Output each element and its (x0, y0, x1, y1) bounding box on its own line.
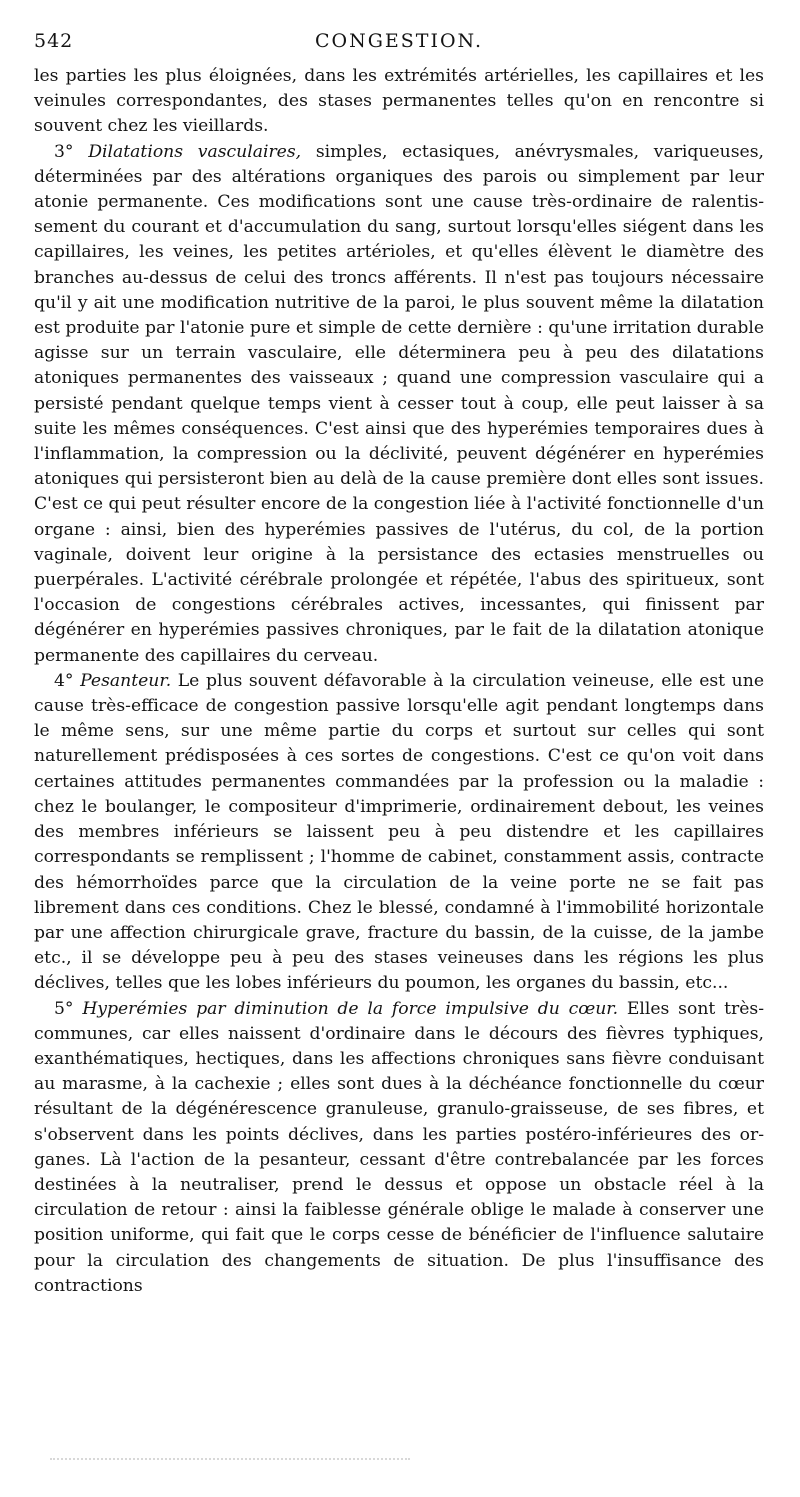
page-number: 542 (34, 30, 74, 52)
section-heading: Dilatations vasculaires, (88, 141, 302, 162)
bleed-through-marks (50, 1458, 410, 1464)
body-text (34, 64, 764, 1299)
section-number: 3° (54, 141, 74, 162)
paragraph-pesanteur (34, 669, 764, 997)
section-heading: Hyperémies par diminution de la force impulsive du cœur. (82, 998, 619, 1019)
paragraph-text: les parties les plus éloignées, dans les extrémités artérielles, les capillaires et les veinules correspondantes, des stases permanentes telles qu'on en rencontre si souvent chez les vieillards. (34, 66, 764, 137)
paragraph-text: Le plus souvent défavorable à la circulation veineuse, elle est une cause très-efficace de congestion passive lorsqu'elle agit pendant longtemps dans le même sens, sur une même partie du corps et surtout sur celles qui sont naturellement prédisposées à ces sortes de congestions. C'est ce qu'on voit dans certaines attitudes permanentes commandées par la profession ou la maladie : chez le boulanger, le compositeur d'imprimerie, ordinairement debout, les veines des membres inférieurs se laissent peu à peu distendre et les capillaires correspondants se remplissent ; l'homme de cabinet, constamment assis, contracte des hémorrhoïdes parce que la circulation de la veine porte ne se fait pas librement dans ces conditions. Chez le blessé, condamné à l'immobilité horizontale par une affection chirurgicale grave, fracture du bassin, de la cuisse, de la jambe etc., il se développe peu à peu des stases veineuses dans les régions les plus déclives, telles que les lobes inférieurs du poumon, les organes du bassin, etc... (34, 670, 764, 994)
paragraph-hyperemies (34, 997, 764, 1299)
section-heading: Pesanteur. (80, 670, 172, 691)
running-head (34, 30, 764, 56)
paragraph-text: simples, ectasiques, anévrysmales, variqueuses, déterminées par des altérations organiques des parois ou simplement par leur atonie permanente. Ces modifications sont une cause très-ordinaire de ralentissement du courant et d'accumulation du sang, surtout lorsqu'elles siégent dans les capillaires, les veines, les petites artérioles, et qu'elles élèvent le diamètre des branches au-dessus de celui des troncs afférents. Il n'est pas toujours nécessaire qu'il y ait une modification nutritive de la paroi, le plus souvent même la dilatation est produite par l'atonie pure et simple de cette dernière : qu'une irritation durable agisse sur un terrain vasculaire, elle déterminera peu à peu des dilatations atoniques permanentes des vaisseaux ; quand une compression vasculaire qui a persisté pendant quelque temps vient à cesser tout à coup, elle peut laisser à sa suite les mêmes conséquences. C'est ainsi que des hyperémies temporaires dues à l'inflammation, la compression ou la déclivité, peuvent dégénérer en hyperémies atoniques qui persisteront bien au delà de la cause première dont elles sont issues. C'est ce qui peut résulter encore de la congestion liée à l'activité fonctionnelle d'un organe : ainsi, bien des hyperémies passives de l'utérus, du col, de la portion vaginale, doivent leur origine à la persistance des ectasies menstruelles ou puerpérales. L'activité cérébrale prolongée et répétée, l'abus des spiritueux, sont l'occasion de congestions cérébrales actives, incessantes, qui finissent par dégénérer en hyperémies passives chroniques, par le fait de la dilatation atonique permanente des capillaires du cerveau. (34, 141, 764, 666)
section-number: 4° (54, 670, 74, 691)
paragraph-text: Elles sont très-communes, car elles naissent d'ordinaire dans le décours des fièvres typhiques, exanthématiques, hectiques, dans les affections chroniques sans fièvre conduisant au marasme, à la cachexie ; elles sont dues à la déchéance fonctionnelle du cœur résultant de la dégénérescence granuleuse, granulo-graisseuse, de ses fibres, et s'observent dans les points déclives, dans les parties postéro-inférieures des organes. Là l'action de la pesanteur, cessant d'être contrebalancée par les forces destinées à la neutraliser, prend le dessus et oppose un obstacle réel à la circulation de retour : ainsi la faiblesse générale oblige le malade à conserver une position uniforme, qui fait que le corps cesse de bénéficier de l'influence salutaire pour la circulation des changements de situation. De plus l'insuffisance des contractions (34, 998, 764, 1296)
page (34, 30, 764, 1299)
paragraph-dilatations (34, 140, 764, 669)
paragraph-continuation (34, 64, 764, 140)
running-title: CONGESTION. (314, 30, 483, 52)
section-number: 5° (54, 998, 74, 1019)
